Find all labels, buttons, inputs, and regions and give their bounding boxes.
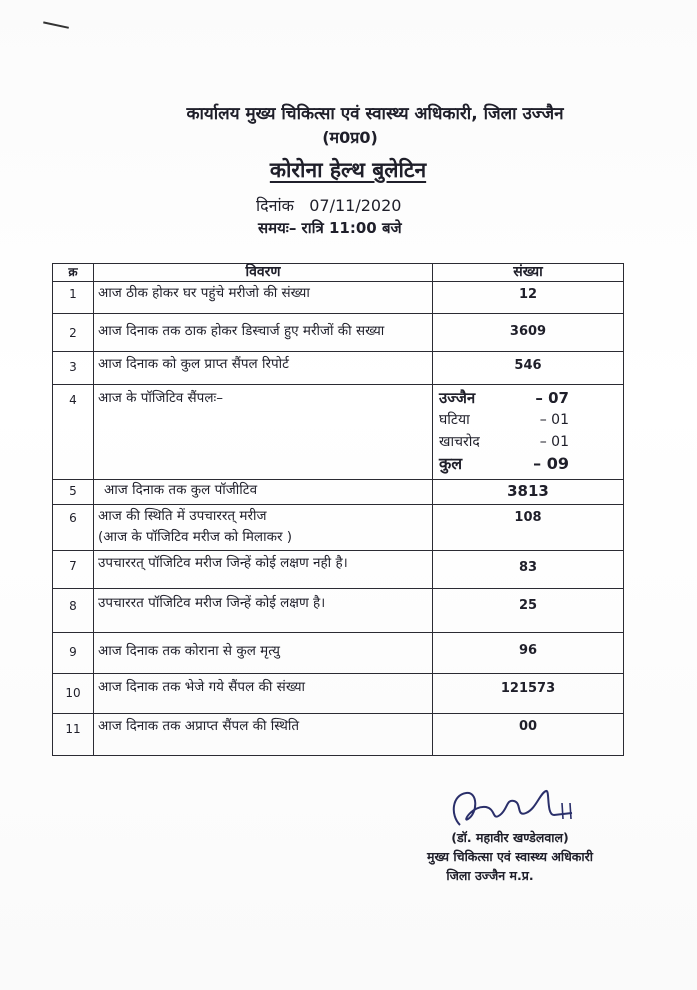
- row-value: 00: [518, 719, 538, 734]
- table-row: [53, 589, 624, 633]
- row-description: आज दिनाक को कुल प्राप्त सैंपल रिपोर्ट: [98, 356, 289, 372]
- row-serial: 4: [69, 393, 77, 407]
- table-row: [53, 633, 624, 674]
- positive-breakdown: [433, 385, 624, 480]
- table-header-row: [53, 264, 624, 282]
- row-value: 12: [518, 287, 538, 302]
- table-row: [53, 352, 624, 385]
- row-description: आज दिनाक तक अप्राप्त सैंपल की स्थिति: [98, 718, 300, 734]
- date-label: दिनांक: [256, 196, 294, 215]
- table-row: [53, 282, 624, 314]
- row-description: आज के पॉजिटिव सैंपलः–: [98, 390, 223, 406]
- row-description: आज दिनाक तक भेजे गये सैंपल की संख्या: [98, 679, 306, 695]
- row-serial: 11: [65, 722, 81, 736]
- table-row: [53, 505, 624, 551]
- table-row: [53, 714, 624, 756]
- office-code: (म0प्र0): [322, 128, 378, 147]
- row-description: उपचाररत् पॉजिटिव मरीज जिन्हें कोई लक्षण नही है।: [98, 555, 348, 571]
- row-description: आज दिनाक तक कोराना से कुल मृत्यु: [98, 643, 280, 659]
- table-row: [53, 385, 624, 480]
- row-description: आज की स्थिति में उपचाररत् मरीज: [98, 508, 267, 524]
- row-value: 546: [514, 358, 542, 373]
- table-row: [53, 480, 624, 505]
- bulletin-time: समयः– रात्रि 11:00 बजे: [258, 219, 402, 237]
- row-value: 108: [514, 510, 542, 525]
- signature-block: [380, 785, 640, 885]
- signatory-location: जिला उज्जैन म.प्र.: [446, 868, 534, 883]
- row-description-note: (आज के पॉजिटिव मरीज को मिलाकर ): [98, 529, 293, 545]
- breakdown-item: घटिया – 01: [439, 412, 569, 428]
- row-serial: 3: [69, 360, 77, 374]
- row-value: 25: [518, 598, 538, 613]
- row-value: 121573: [500, 681, 556, 696]
- breakdown-item: उज्जैन – 07: [439, 389, 569, 407]
- bulletin-table: [52, 263, 624, 756]
- header-serial: क्र: [53, 264, 94, 282]
- bulletin-title: कोरोना हेल्थ बुलेटिन: [269, 158, 427, 182]
- row-value: 3813: [507, 482, 549, 500]
- row-description: आज दिनाक तक ठाक होकर डिस्चार्ज हुए मरीजों की सख्या: [98, 323, 385, 339]
- signatory-designation: मुख्य चिकित्सा एवं स्वास्थ्य अधिकारी: [427, 849, 593, 864]
- bulletin-date: [256, 194, 476, 216]
- row-serial: 7: [69, 559, 77, 573]
- row-value: 96: [518, 643, 538, 658]
- header-description: विवरण: [94, 264, 433, 282]
- header-count: संख्या: [433, 264, 624, 282]
- row-serial: 8: [69, 599, 77, 613]
- row-description: आज दिनाक तक कुल पॉजीटिव: [104, 482, 258, 498]
- row-serial: 10: [65, 686, 81, 700]
- row-serial: 9: [69, 645, 77, 659]
- row-serial: 6: [69, 511, 77, 525]
- row-serial: 1: [69, 287, 77, 301]
- row-serial: 5: [69, 484, 77, 498]
- row-description: आज ठीक होकर घर पहुंचे मरीजो की संख्या: [98, 285, 310, 301]
- row-value: 83: [518, 560, 538, 575]
- pen-mark: [41, 21, 69, 38]
- row-value: 3609: [509, 324, 547, 339]
- breakdown-total: कुल – 09: [439, 454, 569, 473]
- row-serial: 2: [69, 326, 77, 340]
- table-row: [53, 674, 624, 714]
- row-description: उपचाररत पॉजिटिव मरीज जिन्हें कोई लक्षण है।: [98, 595, 326, 611]
- breakdown-item: खाचरोद – 01: [439, 434, 569, 450]
- signature-scribble: [442, 785, 592, 833]
- table-row: [53, 314, 624, 352]
- signatory-name: (डॉ. महावीर खण्डेलवाल): [451, 830, 569, 845]
- table-row: [53, 551, 624, 589]
- date-value: 07/11/2020: [309, 196, 402, 215]
- office-heading: कार्यालय मुख्य चिकित्सा एवं स्वास्थ्य अधिकारी, जिला उज्जैन: [186, 104, 564, 124]
